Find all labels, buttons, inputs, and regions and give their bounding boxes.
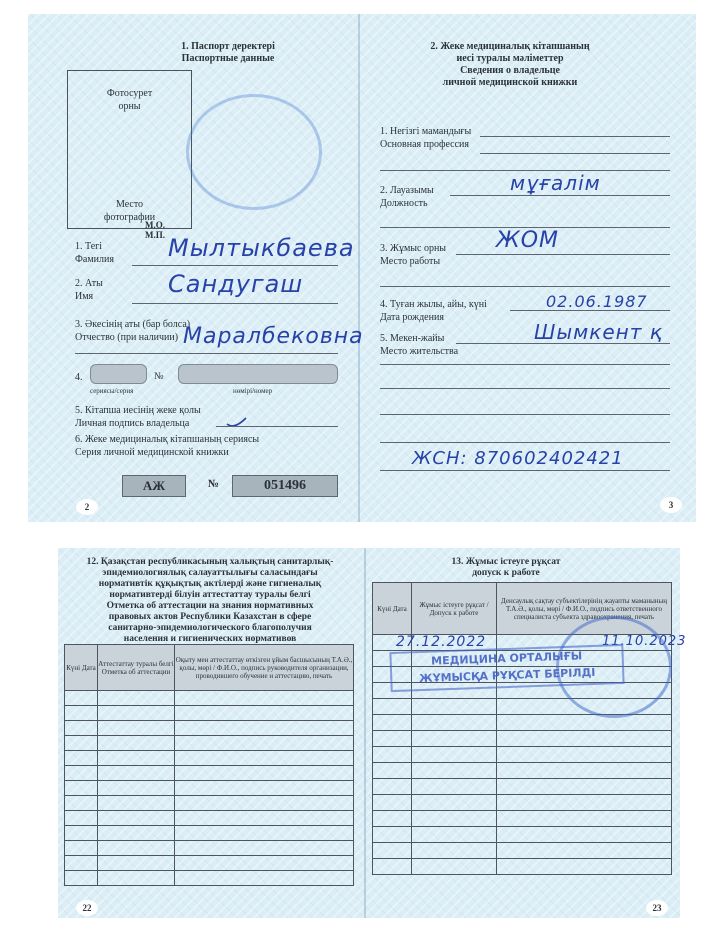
table-row bbox=[373, 715, 672, 731]
table-cell bbox=[98, 841, 175, 856]
table-row bbox=[373, 811, 672, 827]
table-row bbox=[65, 841, 354, 856]
book-series-box: АЖ bbox=[122, 475, 186, 497]
bottom-spread bbox=[58, 548, 687, 918]
table-row bbox=[65, 706, 354, 721]
patronymic-label: 3. Әкесінің аты (бар болса) Отчество (при наличии) bbox=[75, 319, 191, 343]
table-cell bbox=[98, 811, 175, 826]
table-cell bbox=[98, 766, 175, 781]
table-cell bbox=[412, 795, 497, 811]
position-label: 2. Лауазымы Должность bbox=[380, 185, 434, 209]
entry-date: 27.12.2022 bbox=[396, 634, 487, 650]
table-cell bbox=[98, 721, 175, 736]
table-cell bbox=[412, 715, 497, 731]
table-cell bbox=[65, 796, 98, 811]
table-cell bbox=[175, 781, 354, 796]
address-label: 5. Мекен-жайы Место жительства bbox=[380, 333, 459, 357]
table-cell bbox=[175, 736, 354, 751]
table-cell bbox=[373, 859, 412, 875]
table-cell bbox=[65, 856, 98, 871]
left-page: 1. Паспорт деректері Паспортные данные Фотосурет орны Место фотографии М.О. М.П. 1. Тегі Фамилия Мылтыкбаева 2. Аты Имя Сандугаш 3. Әкесінің аты (бар болса) Отчество (при наличии) Маралбековна 4. № сериясы/серия нөмірі/номер 5. Кітапша иесінің жеке қолы Личная подпись владельца 6. Жеке медициналық кітапшаның сериясы Серия личной медицинской книжки АЖ № 051496 2 bbox=[28, 14, 358, 522]
permit-page bbox=[366, 548, 687, 918]
table-row bbox=[373, 827, 672, 843]
table-cell bbox=[98, 781, 175, 796]
table-cell bbox=[373, 795, 412, 811]
page-number: 3 bbox=[660, 497, 682, 513]
birth-label: 4. Туған жылы, айы, күні Дата рождения bbox=[380, 299, 487, 323]
table-cell bbox=[412, 827, 497, 843]
table-cell bbox=[373, 811, 412, 827]
table-row bbox=[373, 843, 672, 859]
table-row bbox=[65, 751, 354, 766]
table-row bbox=[65, 826, 354, 841]
owner-signature bbox=[224, 412, 254, 432]
table-cell bbox=[497, 779, 672, 795]
table-cell bbox=[98, 751, 175, 766]
surname-value: Мылтыкбаева bbox=[168, 234, 355, 262]
table-cell bbox=[373, 779, 412, 795]
table-cell bbox=[412, 731, 497, 747]
name-label: 2. Аты Имя bbox=[75, 278, 103, 302]
right-page bbox=[360, 14, 696, 522]
table-cell bbox=[175, 856, 354, 871]
table-cell bbox=[98, 736, 175, 751]
table-cell bbox=[412, 699, 497, 715]
table-cell bbox=[175, 796, 354, 811]
table-cell bbox=[65, 751, 98, 766]
table-row bbox=[373, 795, 672, 811]
table-cell bbox=[497, 715, 672, 731]
permit-stamp: МЕДИЦИНА ОРТАЛЫҒЫ ЖҰМЫСҚА РҰҚСАТ БЕРІЛДІ bbox=[389, 644, 624, 692]
signature-label: 5. Кітапша иесінің жеке қолы Личная подпись владельца bbox=[75, 405, 201, 429]
table-cell bbox=[65, 871, 98, 886]
page-number: 2 bbox=[76, 499, 98, 515]
round-stamp bbox=[556, 616, 672, 718]
table-row bbox=[65, 856, 354, 871]
table-cell bbox=[65, 706, 98, 721]
round-stamp bbox=[186, 94, 322, 210]
table-cell bbox=[497, 843, 672, 859]
name-value: Сандугаш bbox=[168, 270, 304, 298]
table-row bbox=[65, 721, 354, 736]
photo-box: Фотосурет орны Место фотографии bbox=[67, 70, 192, 229]
table-cell bbox=[373, 715, 412, 731]
table-row bbox=[65, 811, 354, 826]
table-cell bbox=[98, 871, 175, 886]
table-cell bbox=[373, 827, 412, 843]
table-cell bbox=[175, 721, 354, 736]
patronymic-value: Маралбековна bbox=[183, 324, 364, 349]
position-value: мұғалім bbox=[510, 171, 601, 195]
top-spread bbox=[28, 14, 696, 522]
table-cell bbox=[497, 763, 672, 779]
table-cell bbox=[175, 766, 354, 781]
table-row bbox=[373, 747, 672, 763]
table-cell bbox=[373, 731, 412, 747]
permit-table: Күні Дата Жұмыс істеуге рұқсат / Допуск к работе Денсаулық сақтау субъектілерінің жауапты маманының Т.А.Ә., қолы, мөрі / Ф.И.О., подпись ответственного специалиста субъекта здравоохранения, печать bbox=[372, 582, 672, 635]
table-row bbox=[65, 796, 354, 811]
table-cell bbox=[65, 691, 98, 706]
table-row bbox=[65, 781, 354, 796]
table-cell bbox=[497, 795, 672, 811]
table-row bbox=[65, 766, 354, 781]
table-cell bbox=[175, 706, 354, 721]
table-cell bbox=[175, 811, 354, 826]
table-cell bbox=[373, 763, 412, 779]
table-cell bbox=[65, 736, 98, 751]
table-cell bbox=[412, 811, 497, 827]
table-cell bbox=[497, 731, 672, 747]
table-row bbox=[373, 731, 672, 747]
entry-valid-to: 11.10.2023 bbox=[602, 634, 687, 649]
table-cell bbox=[98, 856, 175, 871]
table-cell bbox=[497, 827, 672, 843]
table-cell bbox=[412, 843, 497, 859]
book-series-label: 6. Жеке медициналық кітапшаның сериясы Серия личной медицинской книжки bbox=[75, 434, 260, 458]
table-cell bbox=[98, 691, 175, 706]
birth-value: 02.06.1987 bbox=[546, 292, 648, 311]
table-cell bbox=[497, 811, 672, 827]
owner-heading: 2. Жеке медициналық кітапшаның иесі туралы мәліметтер Сведения о владельце личной медицинской книжки bbox=[430, 41, 590, 88]
profession-label: 1. Негізгі мамандығы Основная профессия bbox=[380, 126, 472, 150]
table-cell bbox=[98, 796, 175, 811]
table-cell bbox=[412, 747, 497, 763]
work-value: ЖОМ bbox=[496, 228, 559, 253]
table-cell bbox=[65, 721, 98, 736]
table-row bbox=[65, 871, 354, 886]
attestation-rows bbox=[64, 690, 354, 886]
iin-value: ЖСН: 870602402421 bbox=[412, 448, 624, 469]
work-label: 3. Жұмыс орны Место работы bbox=[380, 243, 447, 267]
attestation-table: Күні Дата Аттестаттау туралы белгі Отметка об аттестации Оқыту мен аттестаттау өткізген ұйым басшысының Т.А.Ә., қолы, мөрі / Ф.И.О., подпись руководителя организации, проводившего обучение и аттестацию, печать bbox=[64, 644, 354, 691]
table-cell bbox=[373, 843, 412, 859]
table-cell bbox=[175, 691, 354, 706]
surname-label: 1. Тегі Фамилия bbox=[75, 241, 114, 265]
table-cell bbox=[175, 871, 354, 886]
page-number: 23 bbox=[646, 900, 668, 916]
attestation-page bbox=[58, 548, 364, 918]
table-cell bbox=[65, 826, 98, 841]
table-cell bbox=[412, 859, 497, 875]
table-cell bbox=[497, 859, 672, 875]
table-cell bbox=[175, 841, 354, 856]
passport-heading: 1. Паспорт деректері Паспортные данные bbox=[181, 41, 275, 64]
table-cell bbox=[373, 747, 412, 763]
table-row bbox=[65, 691, 354, 706]
passport-number-box bbox=[178, 364, 338, 384]
address-value: Шымкент қ bbox=[534, 320, 663, 344]
table-cell bbox=[65, 811, 98, 826]
table-row bbox=[373, 763, 672, 779]
table-cell bbox=[412, 763, 497, 779]
table-row bbox=[65, 736, 354, 751]
passport-series-box bbox=[90, 364, 147, 384]
table-cell bbox=[175, 826, 354, 841]
table-cell bbox=[373, 699, 412, 715]
table-row bbox=[373, 779, 672, 795]
table-cell bbox=[412, 779, 497, 795]
table-cell bbox=[65, 766, 98, 781]
permit-heading: 13. Жұмыс істеуге рұқсат допуск к работе bbox=[451, 557, 561, 578]
attestation-heading: 12. Қазақстан республикасының халықтың санитарлық- эпидемиологиялық салауаттылығы саласындағы нормативтік құқықтық актілерді және гигиеналық нормативтерді білуін аттестаттау туралы белгі Отметка об аттестации на знания нормативных правовых актов Республики Казахстан в сфере санитарно-эпидемиологического благополучия населения и гигиенических нормативов bbox=[86, 557, 334, 644]
table-cell bbox=[175, 751, 354, 766]
book-number-box: 051496 bbox=[232, 475, 338, 497]
table-cell bbox=[497, 747, 672, 763]
table-cell bbox=[98, 706, 175, 721]
page-number: 22 bbox=[76, 900, 98, 916]
table-cell bbox=[98, 826, 175, 841]
table-row bbox=[373, 859, 672, 875]
table-cell bbox=[65, 781, 98, 796]
table-cell bbox=[65, 841, 98, 856]
